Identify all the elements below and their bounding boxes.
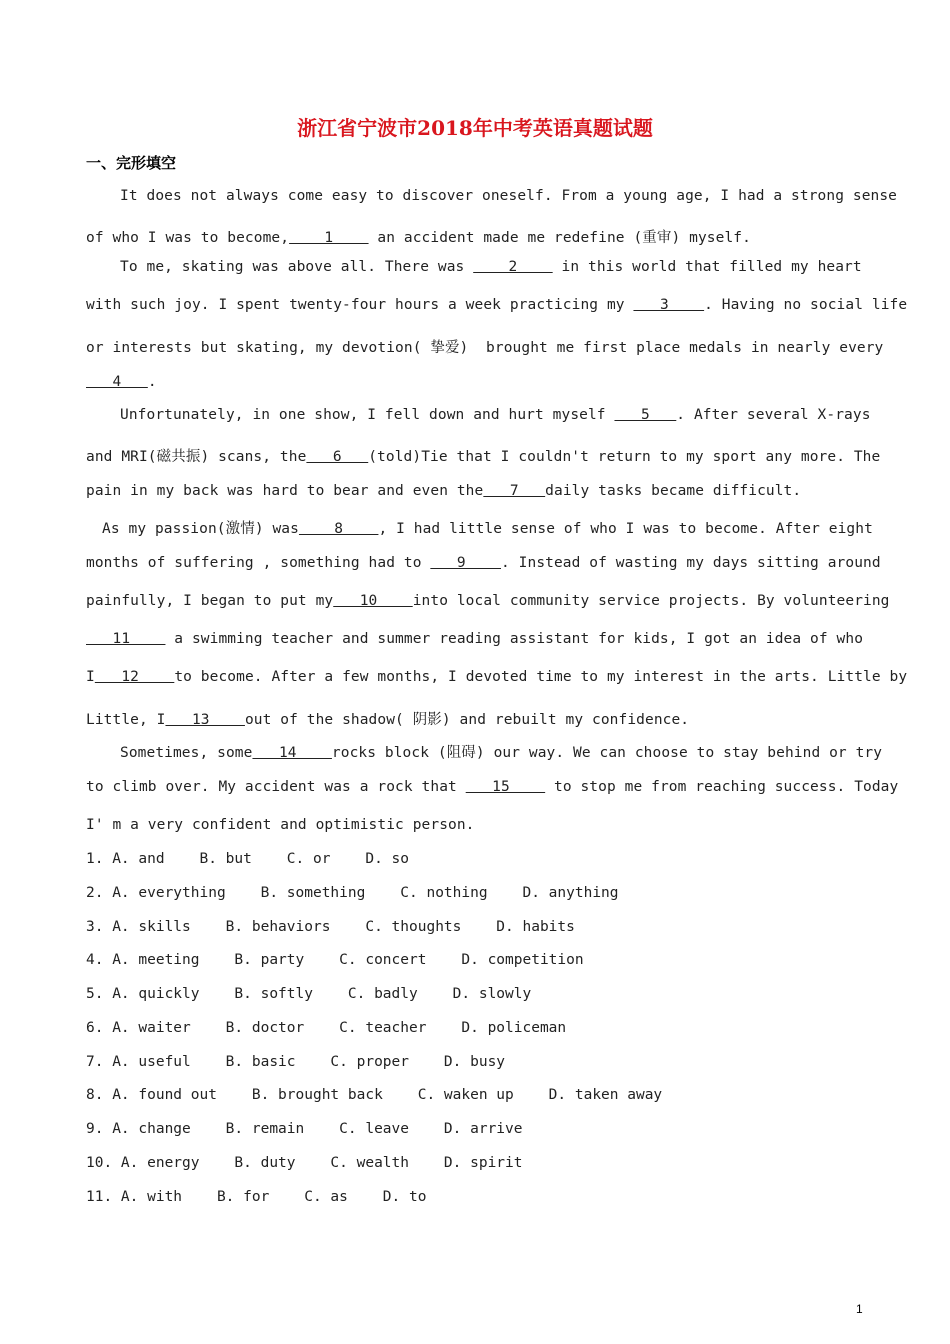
text: daily tasks became difficult. <box>545 483 802 499</box>
text: . Having no social life <box>704 297 908 313</box>
passage-line <box>102 517 873 538</box>
text: and MRI(磁共振) scans, the <box>86 449 307 465</box>
page-number: 1 <box>856 1302 863 1316</box>
blank-4: 4 <box>86 374 148 390</box>
text: in this world that filled my heart <box>552 259 862 275</box>
passage-line <box>120 188 897 204</box>
text: or interests but skating, my devotion( 挚爱) brought me first place medals in nearly every <box>86 340 884 356</box>
text: of who I was to become, <box>86 230 290 246</box>
text: To me, skating was above all. There was <box>120 259 474 275</box>
blank-7: 7 <box>483 483 546 499</box>
blank-13: 13 <box>165 712 245 728</box>
text: I' m a very confident and optimistic person. <box>86 817 475 833</box>
text: It does not always come easy to discover oneself. From a young age, I had a strong sense <box>120 188 898 204</box>
blank-1: 1 <box>289 230 369 246</box>
text: (told)Tie that I couldn't return to my sport any more. The <box>368 449 881 465</box>
blank-9: 9 <box>430 555 501 571</box>
option-line-10: 10. A. energy B. duty C. wealth D. spirit <box>86 1155 523 1171</box>
blank-15: 15 <box>465 779 546 795</box>
text: pain in my back was hard to bear and even the <box>86 483 484 499</box>
option-line-2: 2. A. everything B. something C. nothing D. anything <box>86 885 619 901</box>
text: to become. After a few months, I devoted time to my interest in the arts. Little by <box>174 669 908 685</box>
passage-line <box>86 445 880 466</box>
text: , I had little sense of who I was to become. After eight <box>378 521 873 537</box>
passage-line <box>86 593 890 609</box>
blank-14: 14 <box>252 745 332 761</box>
option-line-11: 11. A. with B. for C. as D. to <box>86 1189 427 1205</box>
text: to stop me from reaching success. Today <box>545 779 899 795</box>
text: painfully, I began to put my <box>86 593 334 609</box>
section-heading: 一、完形填空 <box>86 154 177 172</box>
blank-6: 6 <box>306 449 369 465</box>
text: Unfortunately, in one show, I fell down and hurt myself <box>120 407 615 423</box>
passage-line <box>86 226 751 247</box>
option-line-9: 9. A. change B. remain C. leave D. arrive <box>86 1121 523 1137</box>
text: Sometimes, some <box>120 745 253 761</box>
text: . After several X-rays <box>676 407 871 423</box>
text: out of the shadow( 阴影) and rebuilt my confidence. <box>244 712 690 728</box>
page-title: 浙江省宁波市2018年中考英语真题试题 <box>297 116 653 140</box>
option-line-5: 5. A. quickly B. softly C. badly D. slowly <box>86 986 532 1002</box>
text: months of suffering , something had to <box>86 555 431 571</box>
text: Little, I <box>86 712 166 728</box>
blank-8: 8 <box>298 521 379 537</box>
blank-10: 10 <box>333 593 413 609</box>
passage-line <box>86 374 157 390</box>
option-line-3: 3. A. skills B. behaviors C. thoughts D. habits <box>86 919 575 935</box>
blank-2: 2 <box>473 259 553 275</box>
passage-line <box>120 407 871 423</box>
passage-line <box>86 669 907 685</box>
text: a swimming teacher and summer reading assistant for kids, I got an idea of who <box>165 631 864 647</box>
blank-5: 5 <box>614 407 677 423</box>
passage-line <box>86 631 863 647</box>
blank-3: 3 <box>633 297 705 313</box>
option-line-6: 6. A. waiter B. doctor C. teacher D. policeman <box>86 1020 567 1036</box>
passage-line <box>120 259 862 275</box>
passage-line <box>86 483 801 499</box>
passage-line <box>86 708 689 729</box>
passage-line <box>86 336 883 357</box>
passage-line <box>120 741 882 762</box>
text: rocks block (阻碍) our way. We can choose to stay behind or try <box>331 745 883 761</box>
text: . <box>147 374 157 390</box>
blank-11: 11 <box>86 631 166 647</box>
text: to climb over. My accident was a rock that <box>86 779 466 795</box>
passage-line <box>86 817 475 833</box>
text: with such joy. I spent twenty-four hours a week practicing my <box>86 297 634 313</box>
passage-line <box>86 779 898 795</box>
option-line-4: 4. A. meeting B. party C. concert D. competition <box>86 952 584 968</box>
text: an accident made me redefine (重审) myself. <box>368 230 751 246</box>
blank-12: 12 <box>94 669 175 685</box>
text: As my passion(激情) was <box>102 521 299 537</box>
option-line-7: 7. A. useful B. basic C. proper D. busy <box>86 1054 506 1070</box>
passage-line <box>86 297 907 313</box>
option-line-1: 1. A. and B. but C. or D. so <box>86 851 410 867</box>
option-line-8: 8. A. found out B. brought back C. waken up D. taken away <box>86 1087 663 1103</box>
text: . Instead of wasting my days sitting around <box>501 555 881 571</box>
text: I <box>86 669 95 685</box>
passage-line <box>86 555 881 571</box>
text: into local community service projects. By volunteering <box>412 593 890 609</box>
